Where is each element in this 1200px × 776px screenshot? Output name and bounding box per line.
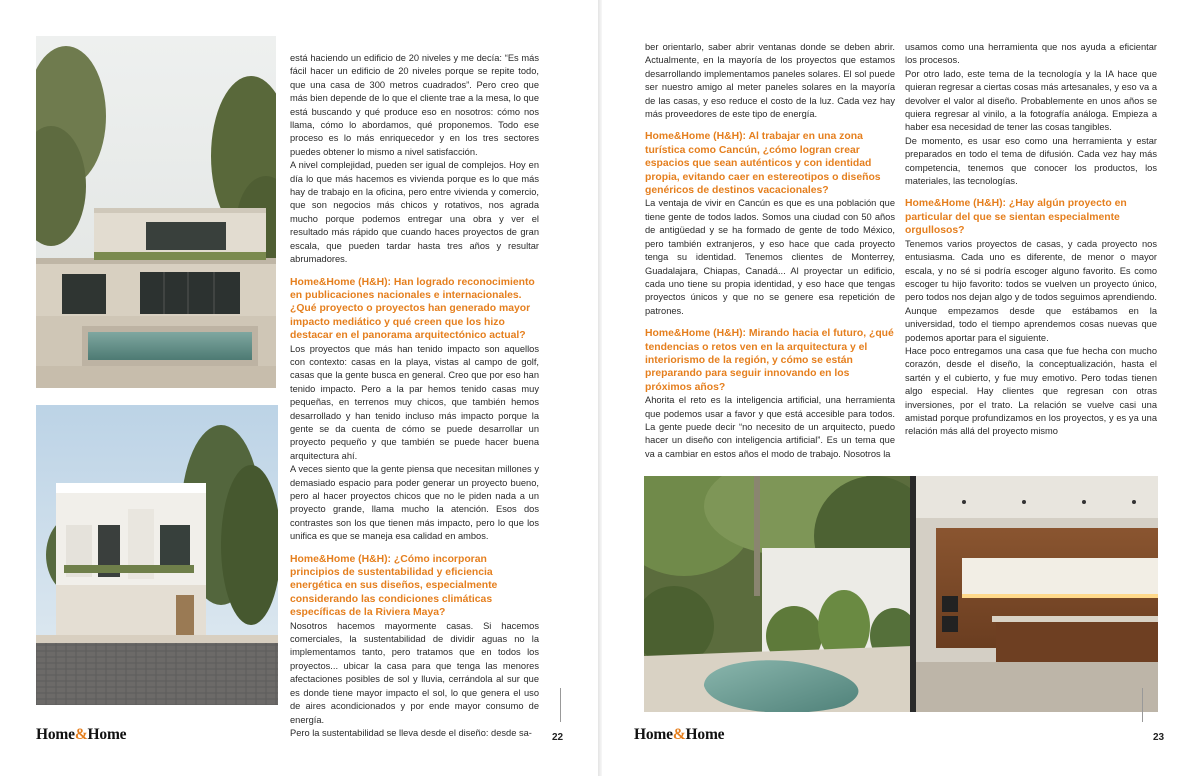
page-number: 23 <box>1153 732 1165 743</box>
paragraph: La ventaja de vivir en Cancún es que es una población que tiene gente de todos lados. Somos una ciudad con 50 años de antigüedad y se ha formado de gente de todo México, pero también extranjeros, y eso hace que cada proyecto tenga su identidad. Tenemos clientes de Monterrey, Guadalajara, Chiapas, Canadá... Al proyectar un edificio, cada uno tiene su propia identidad, y eso hace que tengas proyectos únicos y que no se genere esa repetición de patrones. <box>645 198 895 316</box>
paragraph: Los proyectos que más han tenido impacto son aquellos con contexto: casas en la playa, vistas al campo de golf, casas que la gente busca en general. Creo que por eso han tenido impacto. Pero a la par hemos tenido casas muy pequeñas, en terrenos muy chicos, que también hemos desarrollado y han tenido incluso más impacto porque la gente se da cuenta de cómo se puede desarrollar un proyecto pequeño y que también se puede hacer buena arquitectura ahí. <box>290 343 539 461</box>
photo-house-pool <box>36 36 276 388</box>
paragraph: De momento, es usar eso como una herramienta y estar preparados en todo el tema de difusión. Cada vez hay más competencia, tenemos que conocer los productos, los materiales, las tecnologías. <box>905 135 1157 187</box>
paragraph: está haciendo un edificio de 20 niveles y me decía: “Es más fácil hacer un edificio de 20 niveles porque se repite todo, que una casa de 300 metros cuadrados”. Pero creo que más bien depende de lo que el cliente trae a la mesa, lo que está buscando y qué produce eso en nosotros: cómo nos llama, cómo lo abordamos, qué proponemos. Todo ese proceso es lo más enriquecedor y en los tres sectores puedes obtener lo mismo a nivel satisfacción. <box>290 53 539 157</box>
paragraph: Tenemos varios proyectos de casas, y cada proyecto nos entusiasma. Cada uno es diferente, de menor o mayor escala, y no sé si podría escoger alguno favorito. Es como escoger tu hijo favorito: todos se vuelven un proyecto único, pero todos nos dejan algo y de todos seguimos aprendiendo. Aunque empezamos desde que estábamos en la universidad, todo el tiempo aprendemos cosas nuevas que podemos aportar para el siguiente. <box>905 238 1157 343</box>
footer-rule <box>560 688 561 722</box>
page-right <box>602 0 1200 776</box>
paragraph: A veces siento que la gente piensa que necesitan millones y demasiado espacio para poder generar un proyecto bueno, pero al hacer proyectos chicos que no le piden nada a un proyecto grande, llama mucho la atención. Esos dos contrastes son los que tienen más impacto, pero lo que los unifica es que se maneja esa calidad en ambos. <box>290 464 539 542</box>
left-text-column <box>290 52 539 740</box>
paragraph: usamos como una herramienta que nos ayuda a eficientar los procesos. <box>905 42 1157 66</box>
footer-rule <box>1142 688 1143 722</box>
magazine-logo: Home&Home <box>36 726 127 743</box>
magazine-logo: Home&Home <box>634 726 725 743</box>
question-heading: Home&Home (H&H): Mirando hacia el futuro, ¿qué tendencias o retos ven en la arquitectura y el interiorismo de la región, y cómo se están preparando para seguir innovando en los próximos años? <box>645 328 894 393</box>
question-heading: Home&Home (H&H): Han logrado reconocimiento en publicaciones nacionales e internacionales. ¿Qué proyecto o proyectos han generado mayor impacto mediático y qué creen que los hizo destacar en el panorama arquitectónico actual? <box>290 276 535 342</box>
page-number: 22 <box>552 732 564 743</box>
right-text-column-1 <box>645 41 895 461</box>
photo-townhouse-facade <box>36 405 278 705</box>
paragraph: Por otro lado, este tema de la tecnología y la IA hace que quieran regresar a ciertas cosas más artesanales, y eso va a devolver el valor al diseño. Probablemente en unos años se quiera regresar al vinilo, a la fotografía análoga. Empieza a haber esa necesidad de tener las cosas tangibles. <box>905 68 1157 133</box>
right-text-column-2 <box>905 41 1157 439</box>
question-heading: Home&Home (H&H): ¿Hay algún proyecto en particular del que se sientan especialmente orgullosos? <box>905 198 1127 237</box>
paragraph: A nivel complejidad, pueden ser igual de complejos. Hoy en día lo que más hacemos es vivienda porque es lo que más hay de trabajo en la oficina, pero entre vivienda y comercio, que son negocios más chicos y rotativos, nos agrada mucho porque podemos entregar una obra y ver el resultado más rápido que cuando haces proyectos de gran escala, que pueden tardar hasta tres años y resultar abrumadores. <box>290 160 539 265</box>
paragraph: Hace poco entregamos una casa que fue hecha con mucho corazón, desde el diseño, la conceptualización, hasta el sartén y el cubierto, y fue muy emotivo. Pero todas tienen algo especial. Hay clientes que regresan con otras inversiones, por el trato. La relación se vuelve casi una amistad porque profundizamos en los proyectos, y es ya una relación más allá del proyecto mismo <box>905 345 1157 437</box>
paragraph: Nosotros hacemos mayormente casas. Si hacemos comerciales, la sustentabilidad de dividir aguas no la implementamos tanto, pero tratamos que en todos los proyectos... ubicar la casa para que tenga las menores afectaciones posibles de sol y lluvia, cerrándola al sur que es donde tiene mayor impacto el sol, lo que genera el uso de aires acondicionados y por ende mayor consumo de energía. <box>290 620 539 725</box>
paragraph: ber orientarlo, saber abrir ventanas donde se deben abrir. Actualmente, en la mayoría de los proyectos que estamos desarrollando implementamos paneles solares. El sol puede ser nuestro amigo al meter paneles solares en la mayoría de las casas, y eso reduce el costo de la luz. Cada vez hay más proveedores de este tipo de energía. <box>645 42 895 120</box>
page-left <box>0 0 598 776</box>
paragraph: Ahorita el reto es la inteligencia artificial, una herramienta que podemos usar a favor y que está accesible para todos. La gente puede decir “no necesito de un arquitecto, puedo hacer un diseño con inteligencia artificial”. Es un tema que va a cambiar en estos años el modo de trabajo. Nosotros la <box>645 395 895 459</box>
paragraph: Pero la sustentabilidad se lleva desde el diseño: desde sa- <box>290 727 532 738</box>
question-heading: Home&Home (H&H): Al trabajar en una zona turística como Cancún, ¿cómo logran crear espacios que sean auténticos y con identidad propia, evitando caer en estereotipos o diseños genéricos de destinos vacacionales? <box>645 131 881 197</box>
photo-interior-kitchen-pool <box>644 476 1158 712</box>
question-heading: Home&Home (H&H): ¿Cómo incorporan principios de sustentabilidad y eficiencia energética en sus diseños, especialmente considerando las condiciones climáticas específicas de la Riviera Maya? <box>290 553 498 619</box>
